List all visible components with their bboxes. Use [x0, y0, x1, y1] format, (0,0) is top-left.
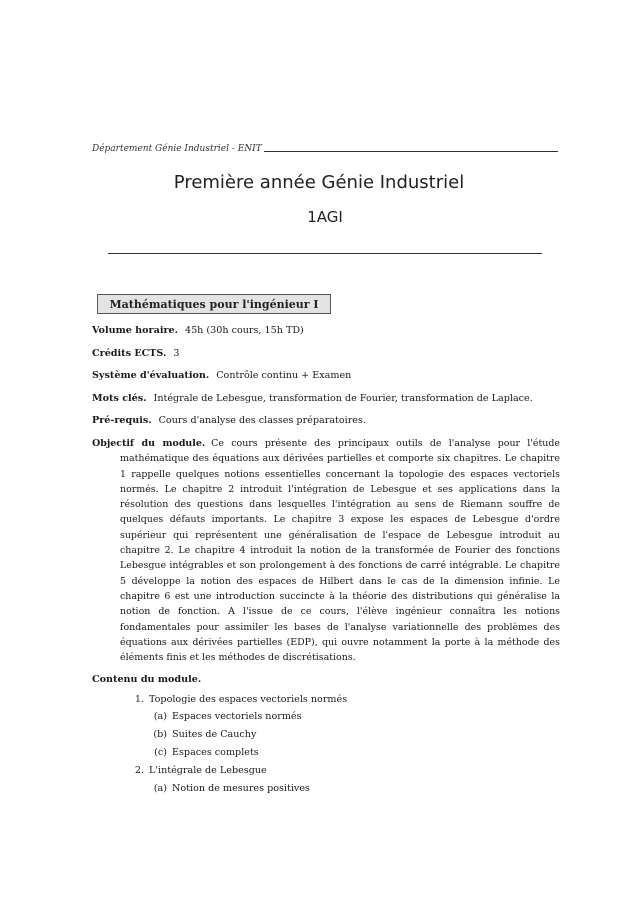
- module-name-box: Mathématiques pour l'ingénieur I: [97, 294, 331, 314]
- section-title: Suites de Cauchy: [172, 729, 257, 741]
- chapter-number: 1.: [134, 693, 144, 705]
- header-rule: [264, 151, 558, 152]
- section-letter: (b): [153, 729, 167, 741]
- section-title: Notion de mesures positives: [172, 782, 310, 794]
- section-letter: (a): [153, 711, 167, 723]
- field-pre-requis: [92, 413, 560, 428]
- section-item: [147, 745, 560, 760]
- objective-text: Ce cours présente des principaux outils de l'analyse pour l'étude mathématique des équations aux dérivées partielles et comporte six chapitres. Le chapitre 1 rappelle quelques notions essentielles concernant la topologie des espaces vectoriels normés. Le chapitre 2 introduit l'intégration de Lebesgue et ses applications dans la résolution des questions dans lesquelles l'intégration au sens de Riemann souffre de quelques défauts importants. Le chapitre 3 expose les espaces de Lebesgue d'ordre supérieur qui représentent une généralisation de l'espace de Lebesgue introduit au chapitre 2. Le chapitre 4 introduit la notion de la transformée de Fourier des fonctions Lebesgue intégrables et son prolongement à des fonctions de carré intégrable. Le chapitre 5 développe la notion des espaces de Hilbert dans le cas de la dimension infinie. Le chapitre 6 est une introduction succincte à la théorie des distributions qui généralise la notion de fonction. A l'issue de ce cours, l'élève ingénieur connaîtra les notions fondamentales pour assimiler les bases de l'analyse variationnelle des problèmes des équations aux dérivées partielles (EDP), qui ouvre notamment la porte à la méthode des éléments finis et les méthodes de discrétisations.: [120, 437, 560, 664]
- section-title: Espaces vectoriels normés: [172, 711, 302, 723]
- field-value: 45h (30h cours, 15h TD): [184, 325, 304, 336]
- page-title: Première année Génie Industriel: [173, 172, 465, 193]
- page-header: [92, 144, 558, 160]
- department-name: Département Génie Industriel - ENIT: [92, 144, 262, 154]
- contents-heading: Contenu du module.: [92, 674, 202, 686]
- section-list: [130, 781, 560, 796]
- title-rule: [108, 253, 542, 254]
- field-value: Contrôle continu + Examen: [216, 370, 352, 382]
- field-value: Intégrale de Lebesgue, transformation de Fourier, transformation de Laplace.: [153, 392, 533, 404]
- field-volume-horaire: [92, 323, 560, 338]
- section-item: [147, 781, 560, 796]
- field-systeme-evaluation: [92, 368, 560, 383]
- field-label: Mots clés.: [92, 392, 147, 404]
- field-label: Pré-requis.: [92, 415, 152, 427]
- section-item: [147, 727, 560, 742]
- module-details: [92, 323, 560, 799]
- objective-paragraph: [92, 436, 560, 665]
- section-letter: (c): [154, 747, 167, 759]
- section-title: Espaces complets: [172, 747, 259, 759]
- section-letter: (a): [153, 782, 167, 794]
- chapter-list: [92, 692, 560, 796]
- field-credits-ects: [92, 346, 560, 361]
- field-value: Cours d'analyse des classes préparatoires.: [158, 415, 366, 427]
- chapter-item: [130, 763, 560, 796]
- field-label: Volume horaire.: [92, 325, 178, 336]
- page-subtitle: 1AGI: [307, 208, 343, 226]
- chapter-number: 2.: [134, 765, 144, 777]
- chapter-title: L'intégrale de Lebesgue: [149, 765, 267, 777]
- field-label: Système d'évaluation.: [92, 370, 210, 382]
- chapter-title: Topologie des espaces vectoriels normés: [149, 693, 348, 705]
- chapter-item: [130, 692, 560, 761]
- objective-label: Objectif du module.: [92, 437, 206, 449]
- section-item: [147, 709, 560, 724]
- section-list: [130, 709, 560, 760]
- field-label: Crédits ECTS.: [92, 347, 167, 359]
- field-mots-cles: [92, 391, 560, 406]
- field-value: 3: [173, 347, 180, 359]
